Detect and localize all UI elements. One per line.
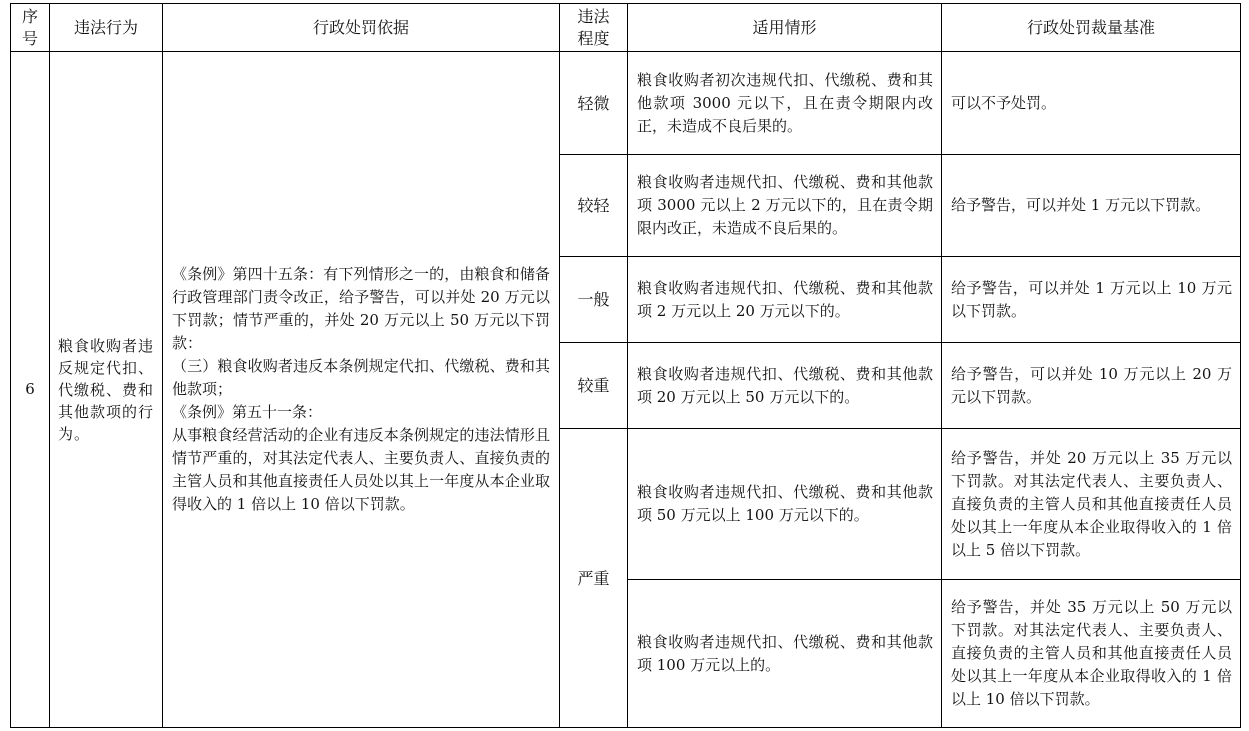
header-degree: 违法程度 — [560, 4, 628, 52]
basis-line: （三）粮食收购者违反本条例规定代扣、代缴税、费和其他款项； — [172, 357, 550, 398]
standard-cell: 给予警告，并处 35 万元以上 50 万元以下罚款。对其法定代表人、主要负责人、直接负责的主管人员和其他直接责任人员处以其上一年度从本企业取得收入的 1 倍以上 10 倍以下罚款。 — [942, 580, 1241, 728]
situation-cell: 粮食收购者违规代扣、代缴税、费和其他款项 20 万元以上 50 万元以下的。 — [628, 343, 942, 429]
header-standard: 行政处罚裁量基准 — [942, 4, 1241, 52]
header-behavior: 违法行为 — [50, 4, 163, 52]
standard-cell: 可以不予处罚。 — [942, 52, 1241, 155]
standard-cell: 给予警告，并处 20 万元以上 35 万元以下罚款。对其法定代表人、主要负责人、直接负责的主管人员和其他直接责任人员处以其上一年度从本企业取得收入的 1 倍以上 5 倍以下罚款。 — [942, 429, 1241, 580]
row-seq: 6 — [11, 52, 50, 728]
table-row — [11, 52, 1241, 155]
standard-cell: 给予警告，可以并处 1 万元以下罚款。 — [942, 155, 1241, 257]
penalty-basis — [163, 52, 560, 728]
header-situation: 适用情形 — [628, 4, 942, 52]
degree-cell: 一般 — [560, 257, 628, 343]
situation-cell: 粮食收购者违规代扣、代缴税、费和其他款项 100 万元以上的。 — [628, 580, 942, 728]
degree-cell: 轻微 — [560, 52, 628, 155]
header-row — [11, 4, 1241, 52]
situation-cell: 粮食收购者违规代扣、代缴税、费和其他款项 2 万元以上 20 万元以下的。 — [628, 257, 942, 343]
standard-cell: 给予警告，可以并处 1 万元以上 10 万元以下罚款。 — [942, 257, 1241, 343]
header-seq: 序号 — [11, 4, 50, 52]
basis-line: 《条例》第五十一条： — [172, 403, 323, 421]
penalty-standard-table — [10, 3, 1241, 728]
basis-line: 从事粮食经营活动的企业有违反本条例规定的违法情形且情节严重的，对其法定代表人、主要负责人、直接负责的主管人员和其他直接责任人员处以其上一年度从本企业取得收入的 1 倍以上 10 倍以下罚款。 — [172, 426, 550, 513]
degree-cell: 严重 — [560, 429, 628, 728]
standard-cell: 给予警告，可以并处 10 万元以上 20 万元以下罚款。 — [942, 343, 1241, 429]
degree-cell: 较轻 — [560, 155, 628, 257]
situation-cell: 粮食收购者违规代扣、代缴税、费和其他款项 3000 元以上 2 万元以下的，且在责令期限内改正，未造成不良后果的。 — [628, 155, 942, 257]
header-basis: 行政处罚依据 — [163, 4, 560, 52]
degree-cell: 较重 — [560, 343, 628, 429]
situation-cell: 粮食收购者初次违规代扣、代缴税、费和其他款项 3000 元以下，且在责令期限内改正，未造成不良后果的。 — [628, 52, 942, 155]
situation-cell: 粮食收购者违规代扣、代缴税、费和其他款项 50 万元以上 100 万元以下的。 — [628, 429, 942, 580]
basis-line: 《条例》第四十五条：有下列情形之一的，由粮食和储备行政管理部门责令改正，给予警告，可以并处 20 万元以下罚款；情节严重的，并处 20 万元以上 50 万元以下罚款： — [172, 265, 550, 352]
violation-behavior: 粮食收购者违反规定代扣、代缴税、费和其他款项的行为。 — [50, 52, 163, 728]
